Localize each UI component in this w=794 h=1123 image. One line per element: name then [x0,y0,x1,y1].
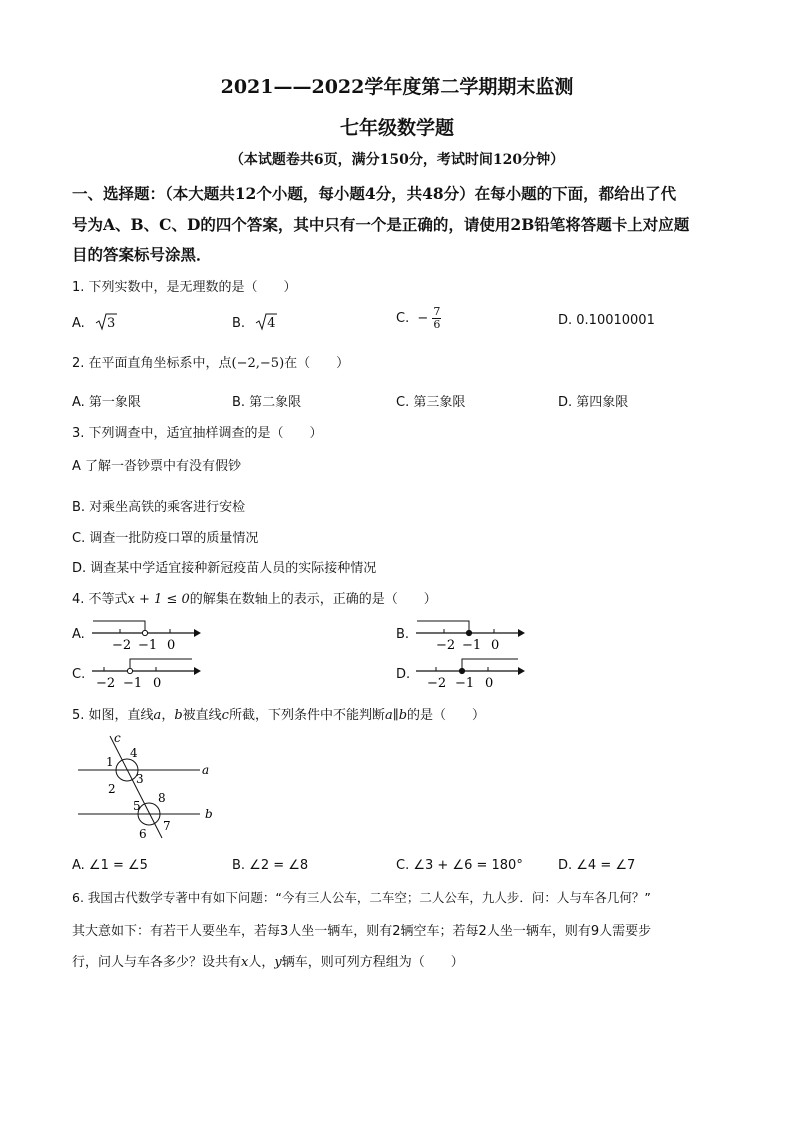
question-4-option-d-label: D. [396,667,411,682]
tick-label: −2 [427,676,447,690]
question-4-option-b-label: B. [396,627,410,642]
stem-text: 被直线 [182,708,222,723]
section-instructions-line-1: 一、选择题：（本大题共12个小题，每小题4分，共48分）在每小题的下面，都给出了代 [72,184,677,203]
question-2-stem [72,352,349,371]
option-label: C. [396,311,410,326]
question-3-stem: 3. 下列调查中，适宜抽样调查的是（ ） [72,426,323,441]
variable-y: y [274,955,282,970]
question-2-option-b: B. 第二象限 [232,395,302,410]
tick-label: −1 [455,676,475,690]
angle-4-label: 4 [130,746,138,760]
question-1-option-d: D. 0.10010001 [558,313,655,328]
angle-8-label: 8 [158,791,166,805]
stem-text: 2. 在平面直角坐标系中，点 [72,356,232,371]
stem-text: 的是（ ） [407,708,486,723]
angle-1-label: 1 [106,755,114,769]
angle-6-label: 6 [139,827,147,841]
angle-5-label: 5 [133,799,141,813]
question-3-option-b: B. 对乘坐高铁的乘客进行安检 [72,500,246,515]
number-line-b [414,618,529,652]
angle-2-label: 2 [108,782,116,796]
question-5-option-b: B. ∠2 = ∠8 [232,858,309,873]
tick-label: −1 [138,638,158,652]
stem-text: 在（ ） [284,356,350,371]
number-line-d [414,656,529,690]
closed-dot [466,630,471,635]
stem-text: 辆车，则可列方程组为（ ） [281,955,464,970]
stem-text: 人， [248,955,275,970]
option-label: B. [232,316,246,331]
question-5-option-a: A. ∠1 = ∠5 [72,858,148,873]
parallel-lines-figure [72,730,222,845]
arrow-icon [518,667,525,675]
question-1-option-b [232,313,285,331]
label-c: c [114,731,121,745]
number-line-a [90,618,205,652]
closed-dot [459,668,464,673]
tick-label: −1 [123,676,143,690]
radicand: 4 [267,316,276,331]
inequality: x + 1 ≤ 0 [127,592,190,607]
option-label: A. [72,316,85,331]
section-instructions-line-3: 目的答案标号涂黑． [72,245,212,264]
tick-label: −2 [96,676,116,690]
stem-text: 5. 如图，直线 [72,708,154,723]
variable-a: a [153,708,162,723]
question-1-option-c [396,306,441,331]
solution-bracket [417,621,469,630]
angle-7-label: 7 [163,819,171,833]
variable-b: b [174,708,183,723]
arrow-icon [194,629,201,637]
question-1-option-a [72,313,125,331]
question-6-line-1: 6. 我国古代数学专著中有如下问题：“今有三人公车，二车空；二人公车，九人步．问：人与车各几何？” [72,890,651,905]
stem-text: 4. 不等式 [72,592,128,607]
stem-text: 的解集在数轴上的表示，正确的是（ ） [189,592,437,607]
tick-label: 0 [491,638,500,652]
solution-bracket [462,659,518,668]
question-6-line-2: 其大意如下：有若干人要坐车，若每3人坐一辆车，则有2辆空车；若每2人坐一辆车，则有9人需要步 [72,924,652,939]
open-circle [142,630,147,635]
tick-label: −1 [462,638,482,652]
fraction [432,306,441,331]
tick-label: 0 [153,676,162,690]
variable-c: c [221,708,229,723]
sqrt-expression [95,313,125,331]
question-3-option-c: C. 调查一批防疫口罩的质量情况 [72,531,259,546]
label-a: a [202,763,210,777]
question-2-option-c: C. 第三象限 [396,395,466,410]
minus-sign: − [417,311,429,326]
question-5-option-d: D. ∠4 = ∠7 [558,858,636,873]
question-4-option-a-label: A. [72,627,85,642]
stem-text: 行，问人与车各多少？设共有 [72,955,242,970]
question-3-option-d: D. 调查某中学适宜接种新冠疫苗人员的实际接种情况 [72,561,377,576]
question-6-line-3 [72,951,464,970]
question-2-option-d: D. 第四象限 [558,395,629,410]
number-line-c [90,656,205,690]
open-circle [127,668,132,673]
tick-label: 0 [485,676,494,690]
stem-text: 所截，下列条件中不能判断 [228,708,385,723]
exam-note: （本试题卷共6页，满分150分，考试时间120分钟） [229,152,565,168]
question-1-stem: 1. 下列实数中，是无理数的是（ ） [72,280,297,295]
grade-title: 七年级数学题 [339,117,454,139]
question-3-option-a: A 了解一沓钞票中有没有假钞 [72,459,242,474]
question-4-option-c-label: C. [72,667,86,682]
question-4-stem [72,588,437,607]
solution-bracket [130,659,192,668]
arrow-icon [518,629,525,637]
point-coordinates: (−2,−5) [231,356,285,371]
sqrt-expression [255,313,285,331]
section-instructions-line-2: 号为A、B、C、D的四个答案，其中只有一个是正确的，请使用2B铅笔将答题卡上对应题 [72,215,690,234]
exam-title: 2021——2022学年度第二学期期末监测 [220,76,574,98]
tick-label: −2 [436,638,456,652]
parallel-expression: a∥b [384,708,408,723]
tick-label: −2 [112,638,132,652]
stem-text: ， [161,708,175,723]
radicand: 3 [106,316,116,331]
denominator: 6 [433,318,441,331]
variable-x: x [241,955,249,970]
numerator: 7 [433,305,441,318]
question-2-option-a: A. 第一象限 [72,395,141,410]
question-5-option-c: C. ∠3 + ∠6 = 180° [396,858,523,873]
tick-label: 0 [167,638,176,652]
question-5-stem [72,704,485,723]
label-b: b [205,807,213,821]
angle-3-label: 3 [136,772,144,786]
arrow-icon [194,667,201,675]
solution-bracket [93,621,145,630]
